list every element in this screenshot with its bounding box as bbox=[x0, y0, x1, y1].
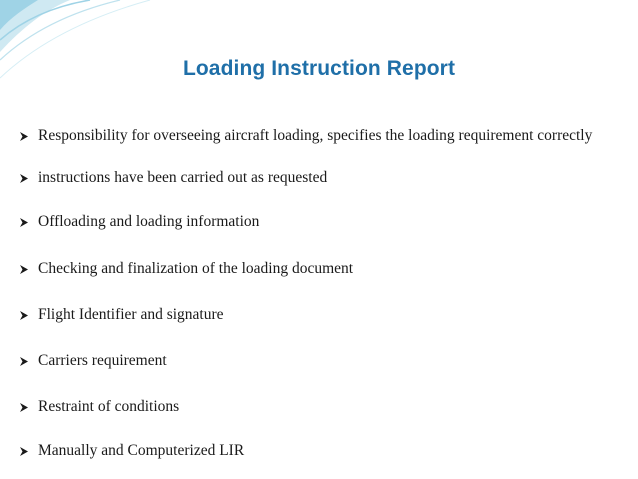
bullet-text: Manually and Computerized LIR bbox=[38, 442, 245, 459]
bullet-text: Restraint of conditions bbox=[38, 398, 180, 415]
bullet-item bbox=[18, 398, 618, 416]
bullet-text: Flight Identifier and signature bbox=[38, 306, 224, 323]
bullet-text: Carriers requirement bbox=[38, 352, 167, 369]
arrow-right-icon bbox=[18, 306, 30, 324]
arrow-right-icon bbox=[18, 169, 30, 187]
arrow-right-icon bbox=[18, 442, 30, 460]
bullet-text: Responsibility for overseeing aircraft loading, specifies the loading requirement correctly bbox=[38, 127, 593, 144]
bullet-item bbox=[18, 352, 618, 370]
bullet-item bbox=[18, 442, 618, 460]
arrow-right-icon bbox=[18, 127, 30, 145]
bullet-item bbox=[18, 213, 618, 231]
bullet-item bbox=[18, 127, 618, 145]
bullet-text: Checking and finalization of the loading document bbox=[38, 260, 354, 277]
arrow-right-icon bbox=[18, 352, 30, 370]
arrow-right-icon bbox=[18, 260, 30, 278]
arrow-right-icon bbox=[18, 398, 30, 416]
bullet-text: Offloading and loading information bbox=[38, 213, 260, 230]
bullet-item bbox=[18, 169, 618, 187]
bullet-item bbox=[18, 306, 618, 324]
slide-title: Loading Instruction Report bbox=[182, 57, 456, 80]
bullet-item bbox=[18, 260, 618, 278]
bullet-text: instructions have been carried out as requested bbox=[38, 169, 328, 186]
arrow-right-icon bbox=[18, 213, 30, 231]
